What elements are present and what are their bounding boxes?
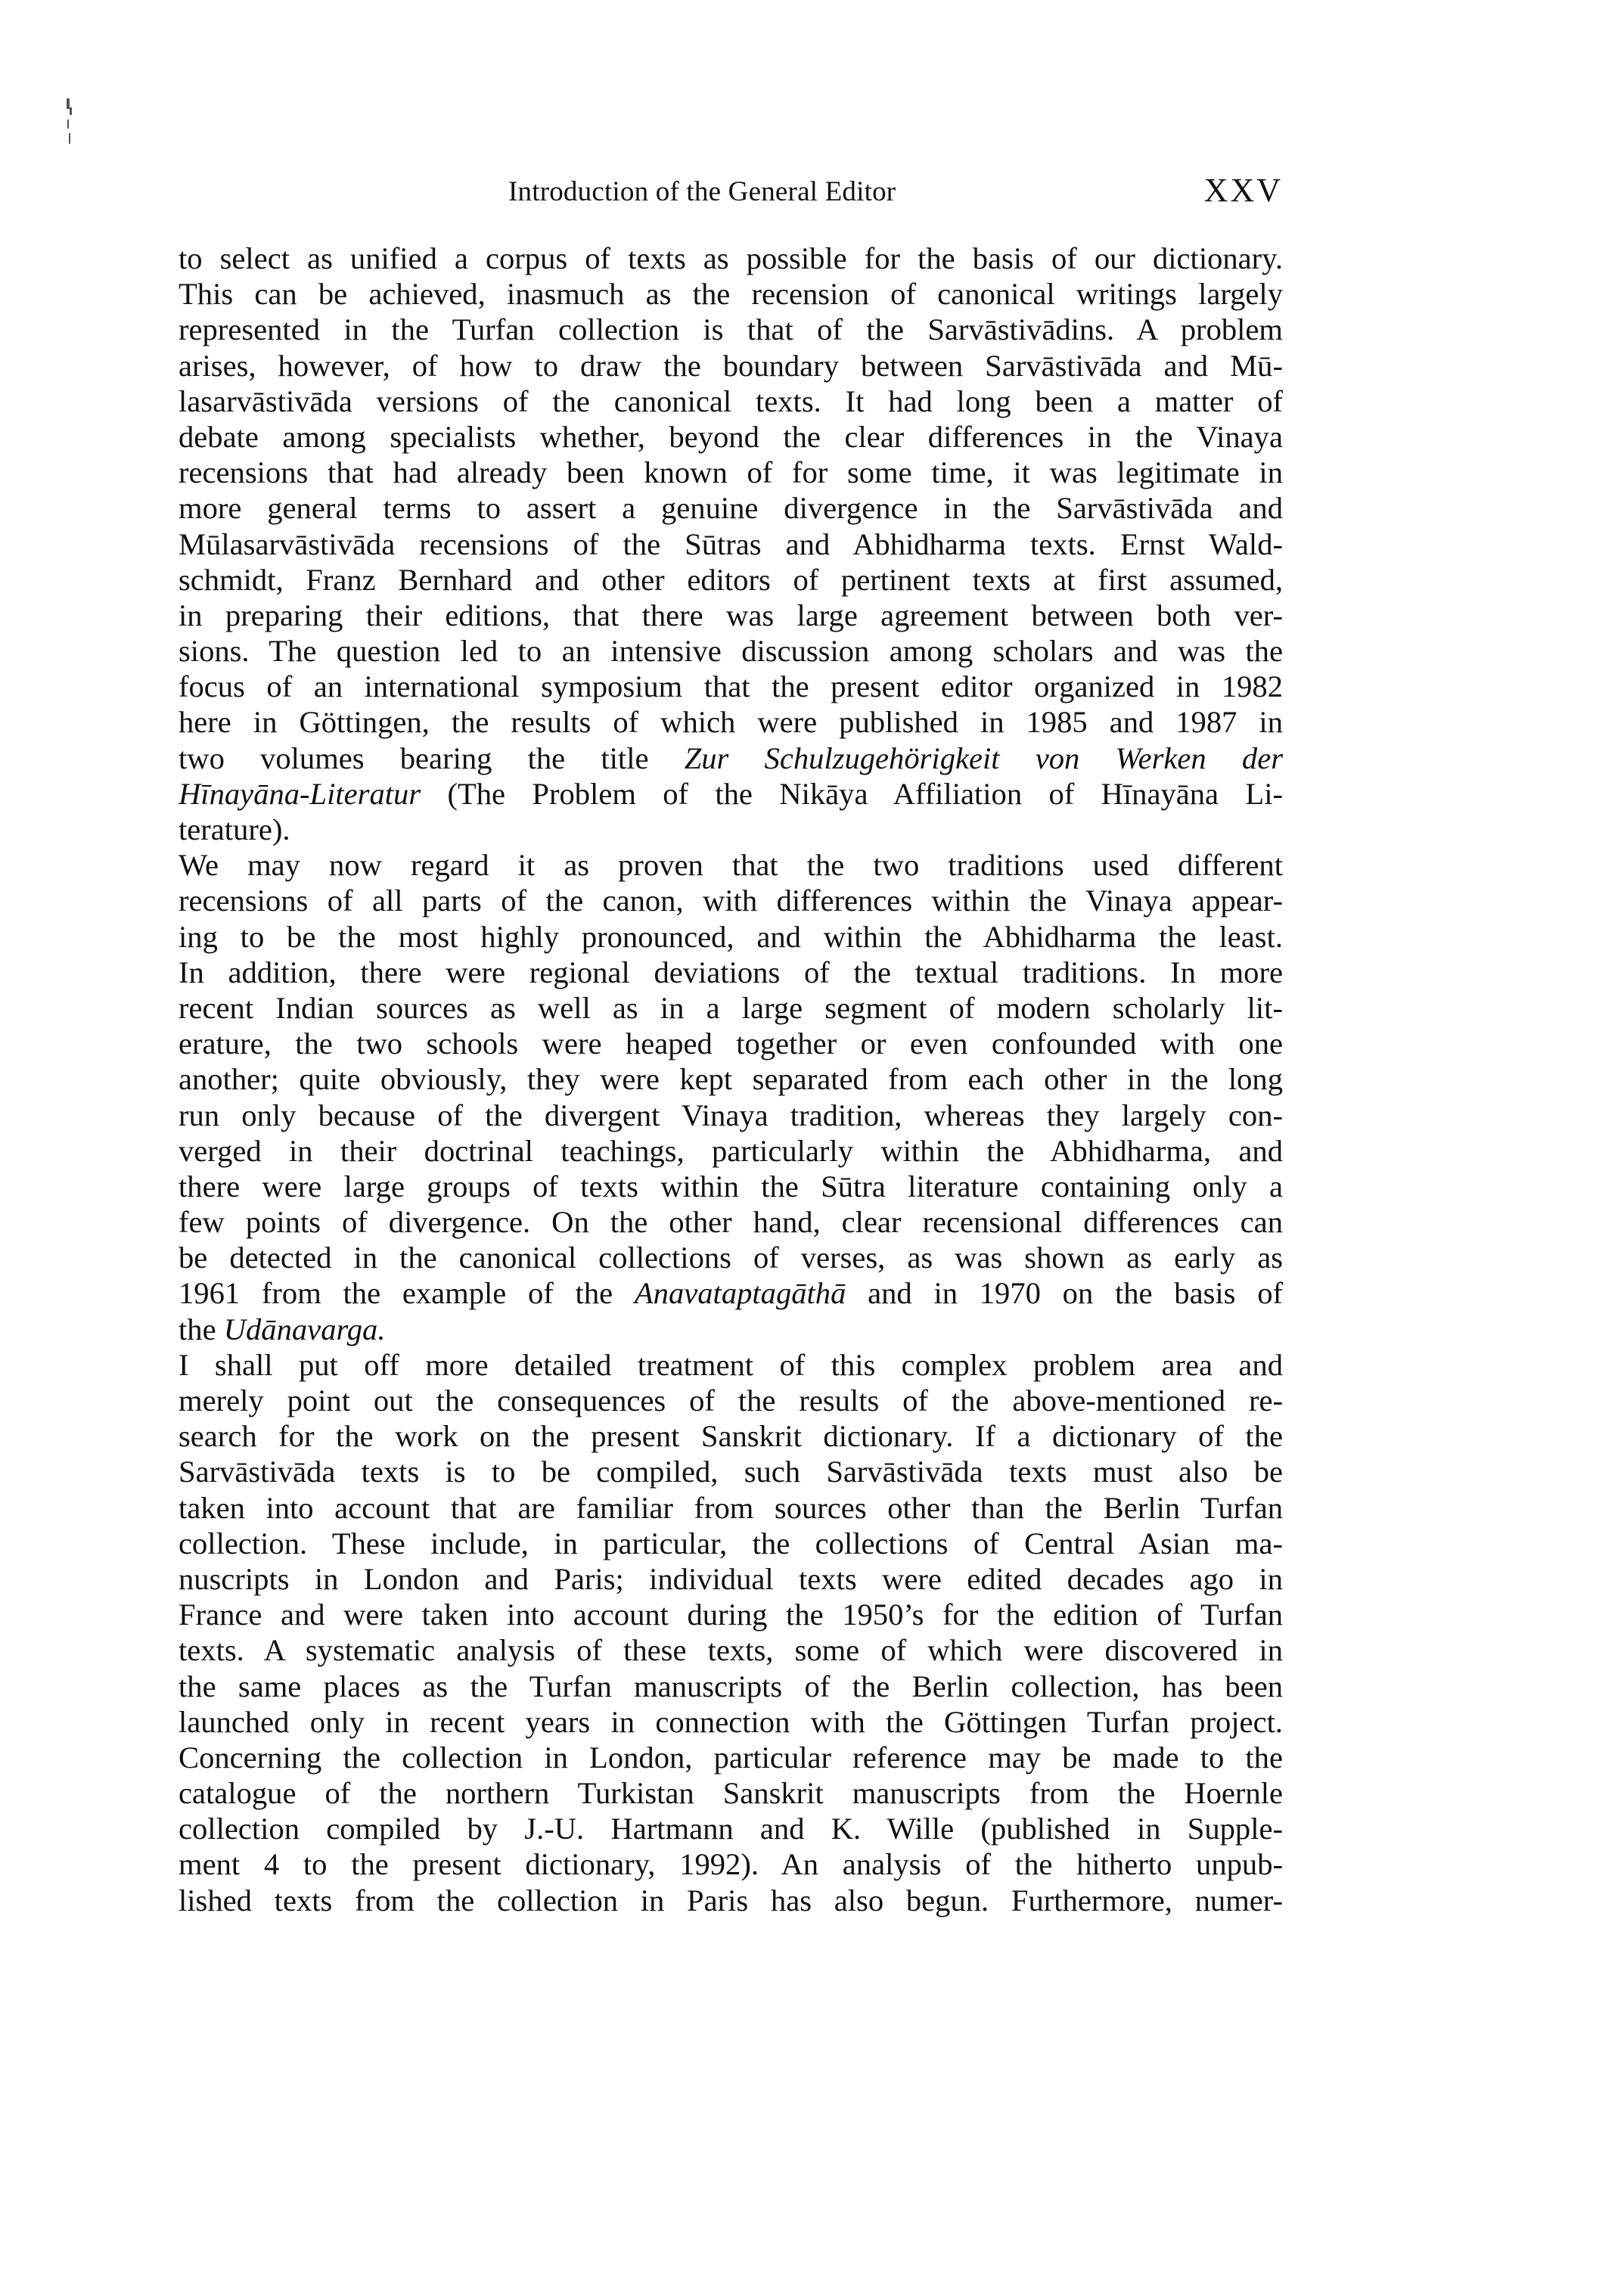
text-run: ment 4 to the present dictionary, 1992). An analysis of the hitherto unpub- [179,1847,1283,1882]
body-text [179,241,1283,1918]
text-run: two volumes bearing the title [179,741,685,775]
text-line [179,455,1283,490]
italic-title: Udānavarga. [223,1312,386,1346]
text-line [179,776,1283,812]
paragraph [179,1347,1283,1918]
text-run: focus of an international symposium that the present editor organized in 1982 [179,669,1283,704]
text-line [179,847,1283,883]
italic-title: Hīnayāna-Literatur [179,776,421,811]
text-run: erature, the two schools were heaped together or even confounded with one [179,1026,1283,1061]
text-line [179,526,1283,562]
text-run: taken into account that are familiar from sources other than the Berlin Turfan [179,1490,1283,1525]
text-run: to select as unified a corpus of texts as possible for the basis of our dictionary. [179,241,1283,275]
text-line [179,276,1283,312]
text-run: lished texts from the collection in Paris has also begun. Furthermore, numer- [179,1883,1283,1917]
text-run: Sarvāstivāda texts is to be compiled, such Sarvāstivāda texts must also be [179,1455,1283,1489]
text-run: We may now regard it as proven that the two traditions used different [179,848,1283,883]
text-run: catalogue of the northern Turkistan Sanskrit manuscripts from the Hoernle [179,1776,1283,1811]
text-line [179,1454,1283,1489]
text-run: sions. The question led to an intensive discussion among scholars and was the [179,634,1283,669]
text-line [179,1061,1283,1097]
text-run: (The Problem of the Nikāya Affiliation of Hīnayāna Li- [421,776,1283,811]
text-line [179,1561,1283,1597]
text-line [179,1275,1283,1311]
text-run: search for the work on the present Sanskrit dictionary. If a dictionary of the [179,1419,1283,1454]
text-run: verged in their doctrinal teachings, particularly within the Abhidharma, and [179,1133,1283,1168]
text-run: lasarvāstivāda versions of the canonical texts. It had long been a matter of [179,383,1283,418]
text-run: France and were taken into account during the 1950’s for the edition of Turfan [179,1598,1283,1632]
text-run: another; quite obviously, they were kept separated from each other in the long [179,1062,1283,1097]
text-run: collection compiled by J.-U. Hartmann and K. Wille (published in Supple- [179,1812,1283,1846]
text-line [179,955,1283,990]
text-run: here in Göttingen, the results of which were published in 1985 and 1987 in [179,705,1283,740]
text-line [179,704,1283,740]
text-line [179,669,1283,704]
text-line [179,1632,1283,1668]
text-line [179,1418,1283,1454]
text-run: merely point out the consequences of the results of the above-mentioned re- [179,1383,1283,1417]
text-run: recensions of all parts of the canon, with differences within the Vinaya appear- [179,883,1283,918]
running-title: Introduction of the General Editor [508,176,896,207]
paragraph [179,241,1283,847]
text-line [179,562,1283,598]
text-run: ing to be the most highly pronounced, and within the Abhidharma the least. [179,919,1283,954]
text-run: debate among specialists whether, beyond the clear differences in the Vinaya [179,419,1283,454]
text-run: and in 1970 on the basis of [846,1276,1283,1311]
text-line [179,990,1283,1026]
text-run: schmidt, Franz Bernhard and other editors of pertinent texts at first assumed, [179,562,1283,597]
text-run: few points of divergence. On the other hand, clear recensional differences can [179,1205,1283,1240]
text-line [179,312,1283,347]
text-line [179,1740,1283,1775]
text-line [179,1312,1283,1347]
text-line [179,348,1283,383]
text-run: Mūlasarvāstivāda recensions of the Sūtras and Abhidharma texts. Ernst Wald- [179,526,1283,561]
paragraph [179,847,1283,1347]
italic-title: Zur Schulzugehörigkeit von Werken der [684,741,1283,775]
italic-title: Anavataptagāthā [634,1276,846,1311]
text-run: collection. These include, in particular, the collections of Central Asian ma- [179,1526,1283,1560]
text-line [179,919,1283,955]
text-line [179,383,1283,419]
text-run: the same places as the Turfan manuscripts of the Berlin collection, has been [179,1669,1283,1703]
text-run: In addition, there were regional deviations of the textual traditions. In more [179,955,1283,989]
text-line [179,1883,1283,1918]
text-run: Concerning the collection in London, particular reference may be made to the [179,1740,1283,1775]
text-line [179,1098,1283,1133]
text-line [179,1204,1283,1240]
text-run: This can be achieved, inasmuch as the recension of canonical writings largely [179,277,1283,312]
text-run: texts. A systematic analysis of these texts, some of which were discovered in [179,1633,1283,1668]
text-line [179,1133,1283,1169]
text-line [179,1490,1283,1526]
text-run: more general terms to assert a genuine divergence in the Sarvāstivāda and [179,491,1283,526]
text-line [179,812,1283,847]
text-run: 1961 from the example of the [179,1276,635,1311]
text-line [179,741,1283,776]
text-run: terature). [179,812,290,846]
text-run: there were large groups of texts within the Sūtra literature containing only a [179,1169,1283,1203]
text-run: I shall put off more detailed treatment of this complex problem area and [179,1347,1283,1382]
margin-ink-mark [65,98,74,147]
text-line [179,1240,1283,1275]
text-line [179,490,1283,526]
text-line [179,241,1283,276]
text-run: in preparing their editions, that there was large agreement between both ver- [179,598,1283,632]
text-line [179,1846,1283,1882]
text-line [179,1669,1283,1704]
page-number: XXV [1203,172,1283,209]
text-line [179,1026,1283,1061]
text-run: arises, however, of how to draw the boundary between Sarvāstivāda and Mū- [179,348,1283,383]
text-run: launched only in recent years in connection with the Göttingen Turfan project. [179,1704,1283,1739]
text-run: nuscripts in London and Paris; individual texts were edited decades ago in [179,1561,1283,1596]
text-line [179,883,1283,918]
text-run: the [179,1312,224,1346]
text-run: recent Indian sources as well as in a large segment of modern scholarly lit- [179,990,1283,1025]
text-line [179,1169,1283,1204]
text-line [179,1347,1283,1383]
text-line [179,1775,1283,1811]
text-run: recensions that had already been known of for some time, it was legitimate in [179,455,1283,490]
text-run: represented in the Turfan collection is that of the Sarvāstivādins. A problem [179,312,1283,347]
running-header [179,171,1283,216]
text-line [179,598,1283,633]
text-line [179,419,1283,455]
text-line [179,1383,1283,1418]
text-run: run only because of the divergent Vinaya tradition, whereas they largely con- [179,1098,1283,1132]
text-line [179,633,1283,669]
text-line [179,1811,1283,1846]
text-run: be detected in the canonical collections of verses, as was shown as early as [179,1240,1283,1275]
text-line [179,1526,1283,1561]
text-line [179,1704,1283,1740]
text-line [179,1597,1283,1632]
